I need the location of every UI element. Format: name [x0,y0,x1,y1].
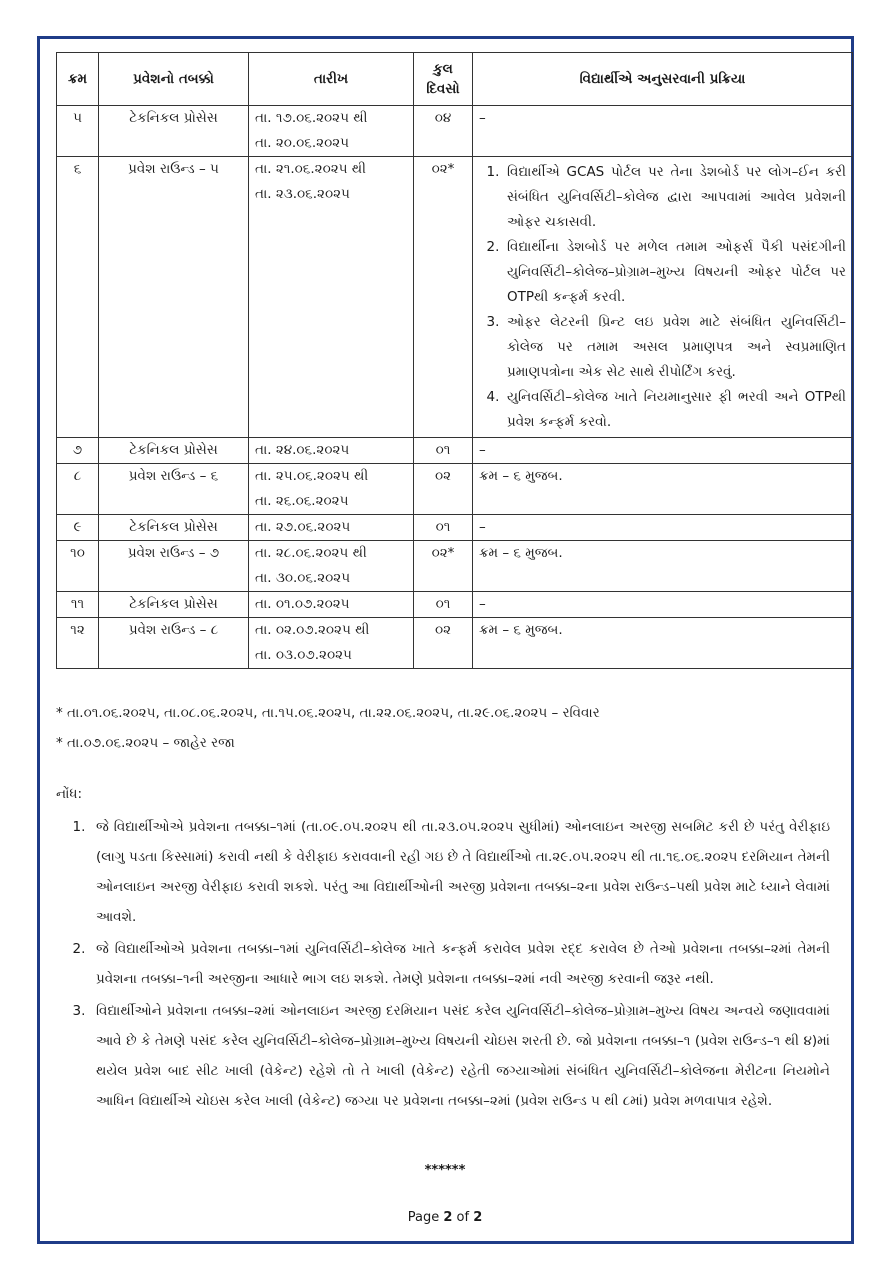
cell-serial: ૮ [57,464,99,515]
note-text: વિદ્યાર્થીઓને પ્રવેશના તબક્કા–૨માં ઓનલાઇન અરજી દરમિયાન પસંદ કરેલ યુનિવર્સિટી–કોલેજ–પ્રોગ્રામ–મુખ્ય વિષય અન્વયે જણાવવામાં આવે છે કે તેમણે પસંદ કરેલ યુનિવર્સિટી–કોલેજ–પ્રોગ્રામ–મુખ્ય વિષયની ચોઇસ શરતી છે. જો પ્રવેશના તબક્કા–૧ (પ્રવેશ રાઉન્ડ–૧ થી ૪)માં થયેલ પ્રવેશ બાદ સીટ ખાલી (વેકેન્ટ) રહેશે તો તે ખાલી (વેકેન્ટ) રહેતી જગ્યાઓમાં સંબંધિત યુનિવર્સિટી–કોલેજના મેરીટના નિયમોને આધિન વિદ્યાર્થીએ ચોઇસ કરેલ ખાલી (વેકેન્ટ) જગ્યા પર પ્રવેશના તબક્કા–૨માં (પ્રવેશ રાઉન્ડ ૫ થી ૮માં) પ્રવેશ મળવાપાત્ર રહેશે. [96,1003,830,1109]
list-item [479,235,846,310]
date-to: તા. ૨૬.૦૬.૨૦૨૫ [255,493,349,509]
end-separator: ****** [424,1163,466,1178]
table-row [57,464,853,515]
page-current: 2 [443,1210,453,1225]
list-item [479,160,846,235]
cell-process: ક્રમ – ૬ મુજબ. [473,618,853,669]
cell-days: ૦૧ [414,592,473,618]
page-sep: of [452,1210,474,1225]
footnote-holiday: * તા.૦૭.૦૬.૨૦૨૫ – જાહેર રજા [56,735,235,751]
notes-list [62,812,830,1118]
cell-process: – [473,515,853,541]
cell-days: ૦૨* [414,157,473,438]
date-to: તા. ૩૦.૦૬.૨૦૨૫ [255,570,351,586]
cell-serial: ૫ [57,106,99,157]
step-text: વિદ્યાર્થીના ડેશબોર્ડ પર મળેલ તમામ ઓફર્સ પૈકી પસંદગીની યુનિવર્સિટી–કોલેજ–પ્રોગ્રામ–મુખ્ય વિષયની ઓફર પોર્ટલ પર OTPથી કન્ફર્મ કરવી. [507,239,846,305]
cell-serial: ૯ [57,515,99,541]
schedule-table [56,52,853,669]
cell-date [249,541,414,592]
date-from: તા. ૦૧.૦૭.૨૦૨૫ [255,596,350,612]
cell-date [249,592,414,618]
table-row [57,618,853,669]
cell-days: ૦૨ [414,618,473,669]
process-steps-list [479,160,846,435]
cell-days: ૦૪ [414,106,473,157]
step-text: વિદ્યાર્થીએ GCAS પોર્ટલ પર તેના ડેશબોર્ડ પર લોગ–ઈન કરી સંબંધિત યુનિવર્સિટી–કોલેજ દ્વારા આપવામાં આવેલ પ્રવેશની ઓફર ચકાસવી. [507,164,846,230]
cell-serial: ૧૦ [57,541,99,592]
cell-serial: ૧૨ [57,618,99,669]
date-from: તા. ૨૫.૦૬.૨૦૨૫ થી [255,468,369,484]
step-number: 2. [486,239,500,255]
date-from: તા. ૨૧.૦૬.૨૦૨૫ થી [255,161,367,177]
list-item [62,812,830,932]
date-to: તા. ૨૩.૦૬.૨૦૨૫ [255,186,350,202]
cell-days: ૦૧ [414,438,473,464]
notes-heading: નોંધ: [56,786,83,802]
col-header-phase: પ્રવેશનો તબક્કો [99,53,249,106]
page-prefix: Page [407,1210,444,1225]
date-from: તા. ૨૮.૦૬.૨૦૨૫ થી [255,545,367,561]
step-number: 1. [486,164,500,180]
cell-phase: પ્રવેશ રાઉન્ડ – ૫ [99,157,249,438]
col-header-date: તારીખ [249,53,414,106]
cell-date [249,106,414,157]
cell-date [249,157,414,438]
col-header-serial: ક્રમ [57,53,99,106]
cell-serial: ૧૧ [57,592,99,618]
cell-date [249,618,414,669]
table-row [57,438,853,464]
col-header-process: વિદ્યાર્થીએ અનુસરવાની પ્રક્રિયા [473,53,853,106]
cell-phase: પ્રવેશ રાઉન્ડ – ૮ [99,618,249,669]
date-from: તા. ૧૭.૦૬.૨૦૨૫ થી [255,110,368,126]
note-number: 1. [72,819,86,835]
date-to: તા. ૨૦.૦૬.૨૦૨૫ [255,135,350,151]
step-text: યુનિવર્સિટી–કોલેજ ખાતે નિયમાનુસાર ફી ભરવી અને OTPથી પ્રવેશ કન્ફર્મ કરવો. [507,389,846,430]
step-number: 4. [486,389,500,405]
note-text: જે વિદ્યાર્થીઓએ પ્રવેશના તબક્કા–૧માં (તા.૦૯.૦૫.૨૦૨૫ થી તા.૨૩.૦૫.૨૦૨૫ સુધીમાં) ઓનલાઇન અરજી સબમિટ કરી છે પરંતુ વેરીફાઇ (લાગુ પડતા કિસ્સામાં) કરાવી નથી કે વેરીફાઇ કરાવવાની રહી ગઇ છે તે વિદ્યાર્થીઓ તા.૨૯.૦૫.૨૦૨૫ થી તા.૧૬.૦૬.૨૦૨૫ દરમિયાન તેમની ઓનલાઇન અરજી વેરીફાઇ કરાવી શકશે. પરંતુ આ વિદ્યાર્થીઓની અરજી પ્રવેશના તબક્કા–૨ના પ્રવેશ રાઉન્ડ–૫થી પ્રવેશ માટે ધ્યાને લેવામાં આવશે. [96,819,830,925]
page-number [0,1210,890,1225]
cell-process-steps [473,157,853,438]
note-number: 3. [72,1003,86,1019]
list-item [62,934,830,994]
table-row [57,541,853,592]
table-row [57,106,853,157]
table-row [57,157,853,438]
table-header-row [57,53,853,106]
cell-process: ક્રમ – ૬ મુજબ. [473,464,853,515]
note-number: 2. [72,941,86,957]
cell-days: ૦૨ [414,464,473,515]
cell-phase: ટેકનિકલ પ્રોસેસ [99,438,249,464]
step-text: ઓફર લેટરની પ્રિન્ટ લઇ પ્રવેશ માટે સંબંધિત યુનિવર્સિટી–કોલેજ પર તમામ અસલ પ્રમાણપત્ર અને સ્વપ્રમાણિત પ્રમાણપત્રોના એક સેટ સાથે રીપોર્ટિંગ કરવું. [507,314,846,380]
cell-process: – [473,438,853,464]
cell-phase: પ્રવેશ રાઉન્ડ – ૬ [99,464,249,515]
date-to: તા. ૦૩.૦૭.૨૦૨૫ [255,647,352,663]
cell-phase: ટેકનિકલ પ્રોસેસ [99,515,249,541]
cell-process: – [473,106,853,157]
note-text: જે વિદ્યાર્થીઓએ પ્રવેશના તબક્કા–૧માં યુનિવર્સિટી–કોલેજ ખાતે કન્ફર્મ કરાવેલ પ્રવેશ રદ્દ કરાવેલ છે તેઓ પ્રવેશના તબક્કા–૨માં તેમની પ્રવેશના તબક્કા–૧ની અરજીના આધારે ભાગ લઇ શકશે. તેમણે પ્રવેશના તબક્કા–૨માં નવી અરજી કરવાની જરૂર નથી. [96,941,830,987]
cell-date [249,438,414,464]
list-item [62,996,830,1116]
date-from: તા. ૨૭.૦૬.૨૦૨૫ [255,519,351,535]
date-from: તા. ૦૨.૦૭.૨૦૨૫ થી [255,622,370,638]
footnote-sundays: * તા.૦૧.૦૬.૨૦૨૫, તા.૦૮.૦૬.૨૦૨૫, તા.૧૫.૦૬.૨૦૨૫, તા.૨૨.૦૬.૨૦૨૫, તા.૨૯.૦૬.૨૦૨૫ – રવિવાર [56,705,600,721]
cell-serial: ૬ [57,157,99,438]
cell-phase: ટેકનિકલ પ્રોસેસ [99,106,249,157]
cell-phase: ટેકનિકલ પ્રોસેસ [99,592,249,618]
cell-days: ૦૧ [414,515,473,541]
step-number: 3. [486,314,500,330]
cell-phase: પ્રવેશ રાઉન્ડ – ૭ [99,541,249,592]
page-total: 2 [473,1210,483,1225]
list-item [479,310,846,385]
table-row [57,515,853,541]
cell-date [249,515,414,541]
col-header-days: કુલ દિવસો [414,53,473,106]
cell-process: ક્રમ – ૬ મુજબ. [473,541,853,592]
cell-process: – [473,592,853,618]
cell-days: ૦૨* [414,541,473,592]
cell-date [249,464,414,515]
cell-serial: ૭ [57,438,99,464]
date-from: તા. ૨૪.૦૬.૨૦૨૫ [255,442,350,458]
list-item [479,385,846,435]
table-row [57,592,853,618]
